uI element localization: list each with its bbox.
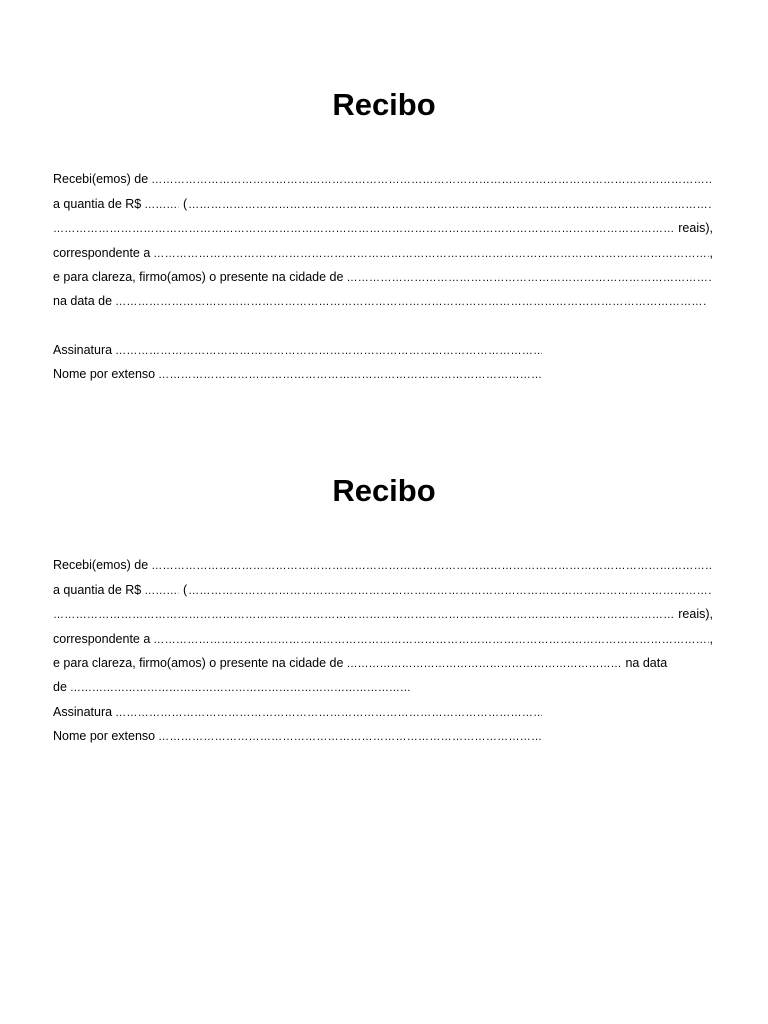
reais-label: reais), <box>678 221 713 236</box>
signature-blank[interactable] <box>115 705 542 719</box>
corresponding-line <box>53 235 713 259</box>
amount-words-line <box>53 597 713 621</box>
amount-line <box>53 186 713 210</box>
comma: , <box>709 245 713 260</box>
receipt-title: Recibo <box>332 473 436 508</box>
received-from-label: Recebi(emos) de <box>53 172 149 187</box>
signature-label: Assinatura <box>53 704 113 719</box>
date-inline-label: na data <box>625 655 668 670</box>
signature-blank[interactable] <box>115 343 542 357</box>
city-blank[interactable] <box>346 656 621 670</box>
amount-line <box>53 572 713 596</box>
amount-words-continued-blank[interactable] <box>53 221 674 235</box>
comma: , <box>709 631 713 646</box>
corresponding-blank[interactable] <box>153 632 708 646</box>
city-line <box>53 260 713 284</box>
signature-label: Assinatura <box>53 342 113 357</box>
open-paren: ( <box>182 196 188 211</box>
received-from-label: Recebi(emos) de <box>53 558 149 573</box>
amount-number-blank[interactable] <box>144 197 179 211</box>
full-name-label: Nome por extenso <box>53 729 156 744</box>
clarity-label: e para clareza, firmo(amos) o presente na cidade de <box>53 269 344 284</box>
corresponding-blank[interactable] <box>153 246 708 260</box>
reais-label: reais), <box>678 607 713 622</box>
received-from-blank[interactable] <box>151 172 712 186</box>
date-line <box>53 670 713 694</box>
full-name-blank[interactable] <box>158 729 542 743</box>
date-blank[interactable] <box>115 294 707 308</box>
city-blank[interactable] <box>346 270 712 284</box>
date-label: na data de <box>53 294 113 309</box>
received-from-line <box>53 548 713 572</box>
receipt-1 <box>53 86 713 381</box>
open-paren: ( <box>182 582 188 597</box>
receipt-title: Recibo <box>332 87 436 122</box>
amount-words-continued-blank[interactable] <box>53 607 674 621</box>
amount-number-blank[interactable] <box>144 583 179 597</box>
amount-label: a quantia de R$ <box>53 196 142 211</box>
clarity-label: e para clareza, firmo(amos) o presente na cidade de <box>53 655 344 670</box>
city-line <box>53 646 713 670</box>
date-continued-label: de <box>53 680 67 695</box>
full-name-blank[interactable] <box>158 367 542 381</box>
signature-line <box>53 694 543 718</box>
full-name-line <box>53 719 543 743</box>
full-name-label: Nome por extenso <box>53 367 156 382</box>
date-line <box>53 284 713 308</box>
amount-words-line <box>53 211 713 235</box>
received-from-line <box>53 162 713 186</box>
date-blank[interactable] <box>70 680 410 694</box>
corresponding-label: correspondente a <box>53 245 151 260</box>
corresponding-line <box>53 621 713 645</box>
receipt-2 <box>53 472 713 743</box>
received-from-blank[interactable] <box>151 558 712 572</box>
amount-label: a quantia de R$ <box>53 582 142 597</box>
signature-line <box>53 332 543 356</box>
corresponding-label: correspondente a <box>53 631 151 646</box>
full-name-line <box>53 357 543 381</box>
amount-words-blank[interactable] <box>188 197 712 211</box>
amount-words-blank[interactable] <box>188 583 712 597</box>
